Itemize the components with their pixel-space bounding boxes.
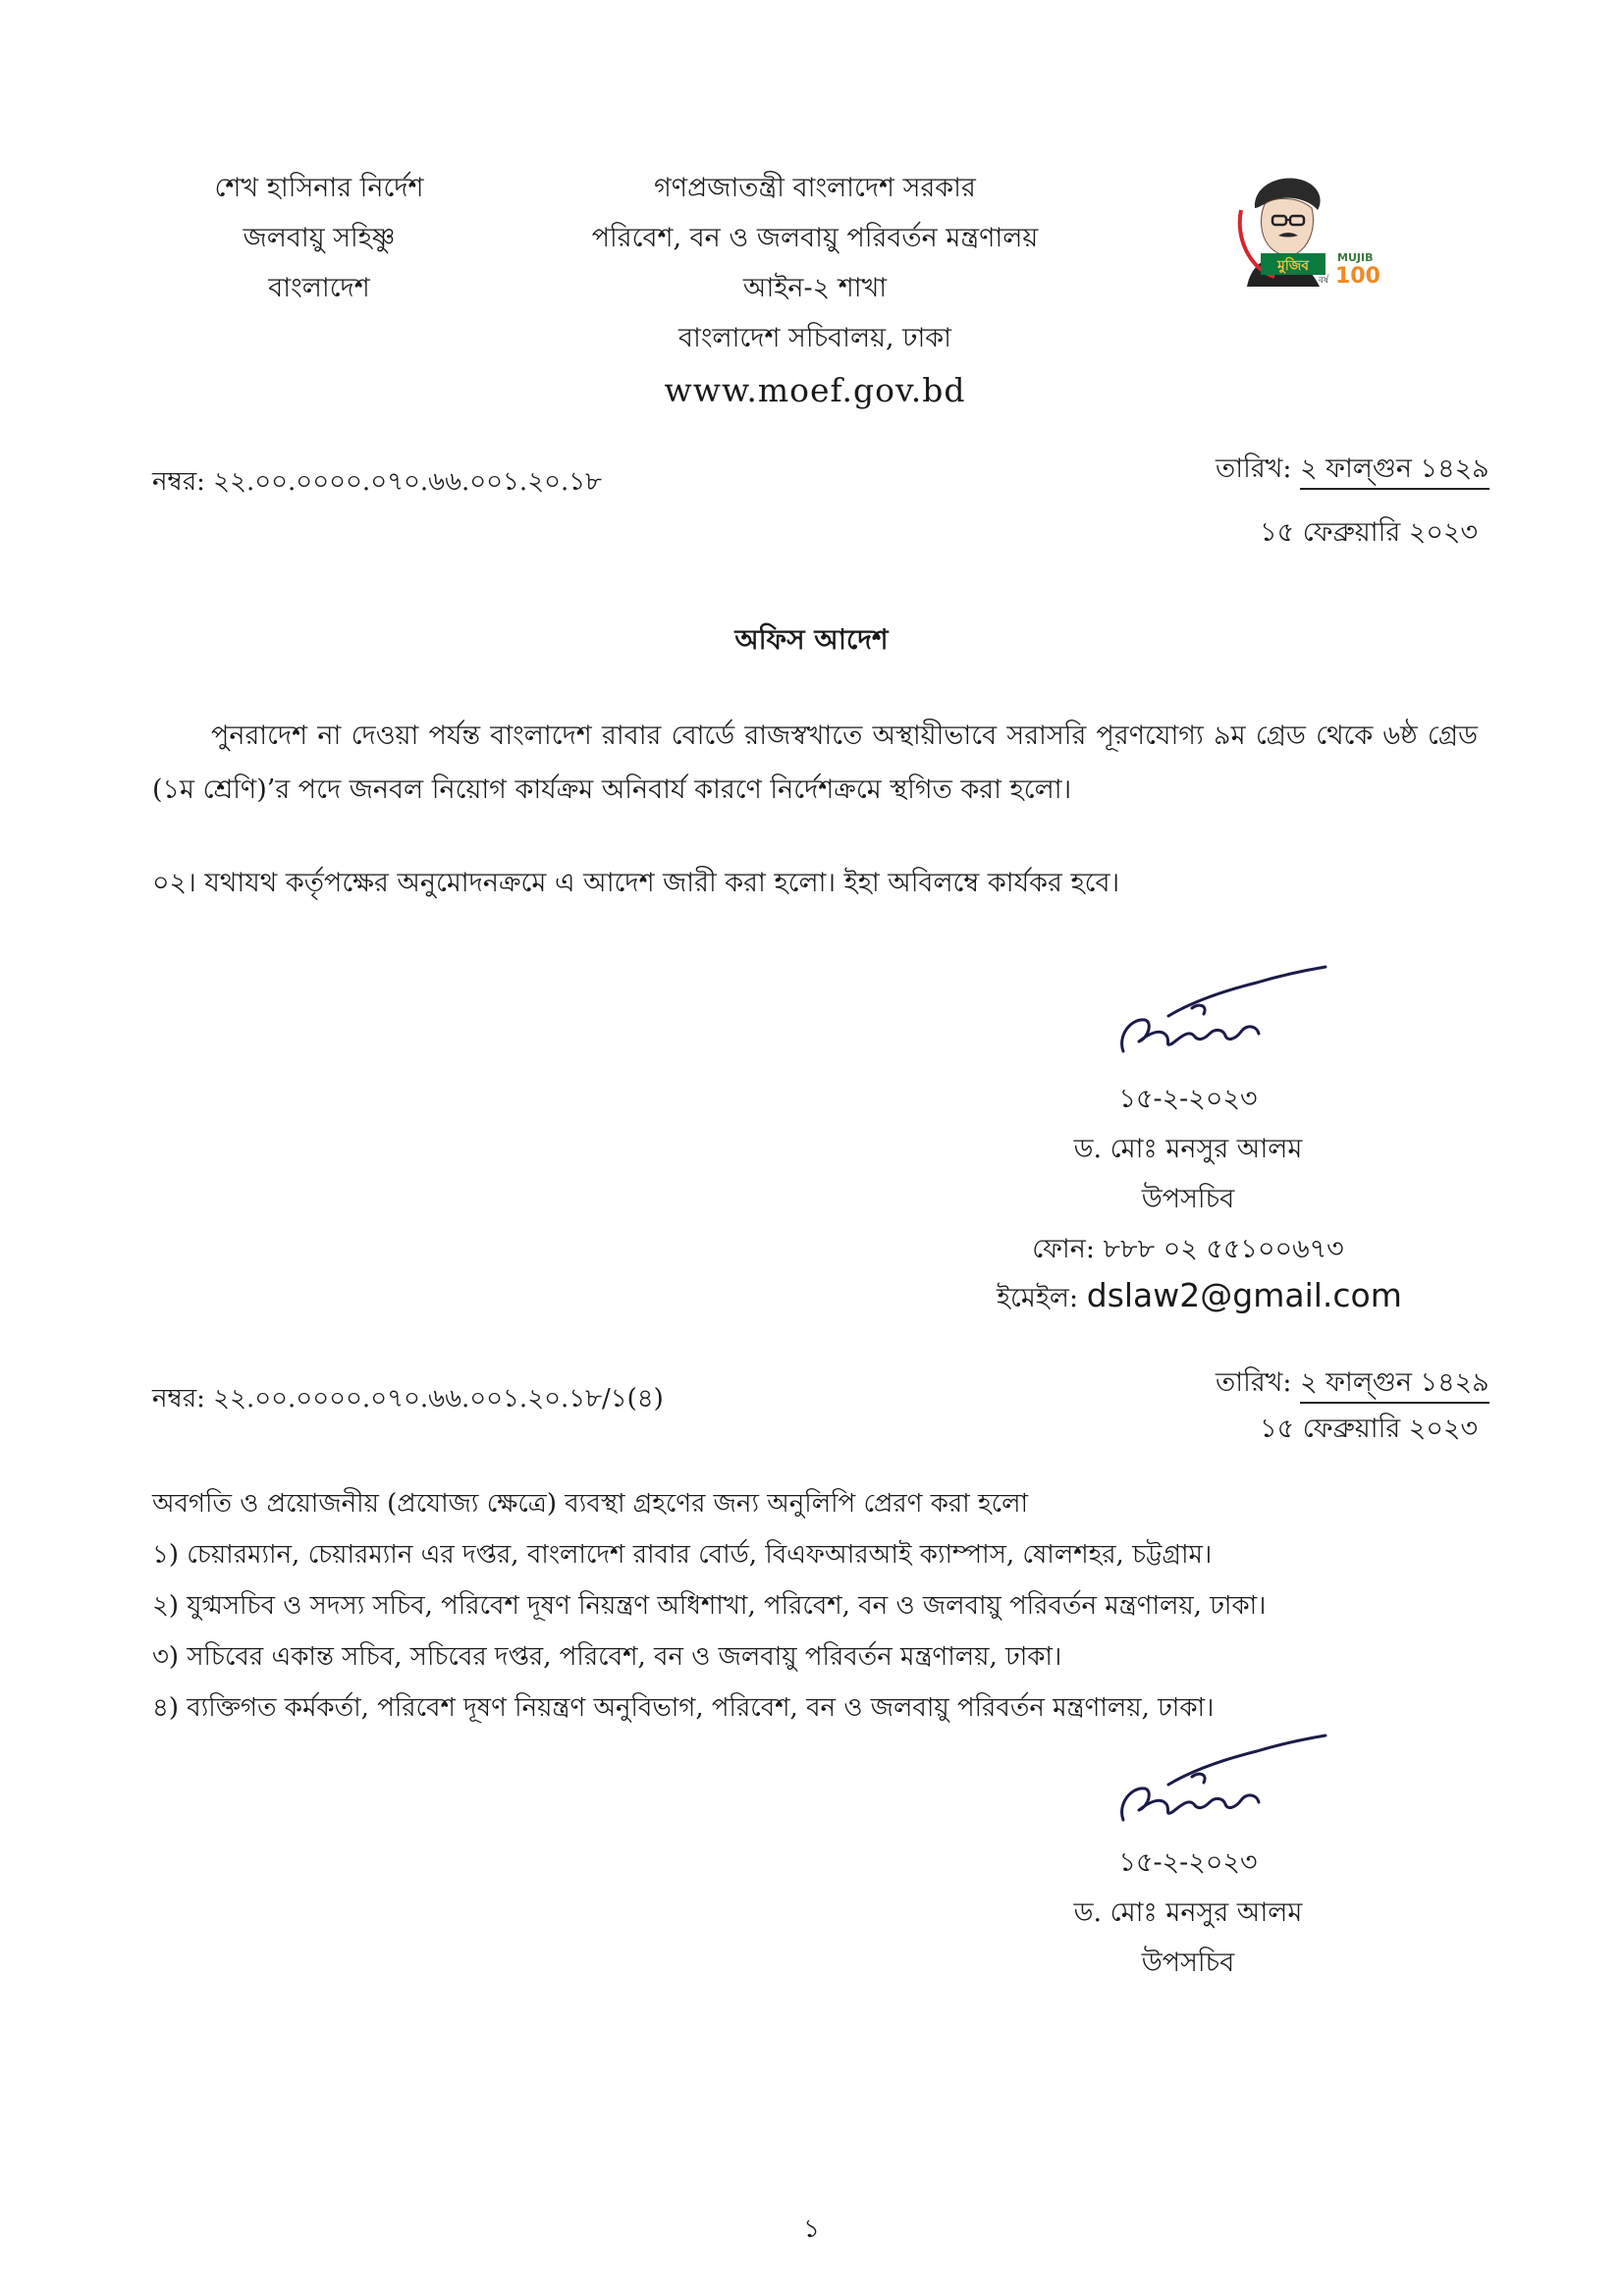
signatory-phone: ফোন: ৮৮৮ ০২ ৫৫১০০৬৭৩: [1032, 1234, 1344, 1264]
ministry-name: পরিবেশ, বন ও জলবায়ু পরিবর্তন মন্ত্রণালয়: [591, 223, 1039, 253]
email-address[interactable]: dslaw2@gmail.com: [1086, 1276, 1402, 1314]
memo-reference-number-copy: নম্বর: ২২.০০.০০০০.০৭০.৬৬.০০১.২০.১৮/১(৪): [152, 1384, 664, 1414]
signature-date: ১৫-২-২০২৩: [1118, 1084, 1258, 1114]
svg-text:MUJIB: MUJIB: [1337, 251, 1374, 264]
signatory-name: ড. মোঃ মনসুর আলম: [1073, 1897, 1303, 1928]
mujib-borsho-100-logo-icon: [1225, 171, 1404, 289]
section-name: আইন-২ শাখা: [742, 273, 888, 303]
page-number: ১: [803, 2215, 820, 2244]
website-link[interactable]: www.moef.gov.bd: [664, 371, 966, 409]
svg-text:100: 100: [1335, 264, 1380, 289]
cc-intro: অবগতি ও প্রয়োজনীয় (প্রযোজ্য ক্ষেত্রে) ব্যবস্থা গ্রহণের জন্য অনুলিপি প্রেরণ করা হলো: [152, 1489, 1029, 1519]
order-paragraph-2: ০২। যথাযথ কর্তৃপক্ষের অনুমোদনক্রমে এ আদেশ জারী করা হলো। ইহা অবিলম্বে কার্যকর হবে।: [152, 868, 1120, 898]
signatory-name: ড. মোঃ মনসুর আলম: [1073, 1134, 1303, 1164]
signatory-designation: উপসচিব: [1141, 1948, 1235, 1978]
slogan-line-1: শেখ হাসিনার নির্দেশ: [214, 173, 424, 203]
header-government-block: [511, 163, 1119, 418]
list-item: ২) যুগ্মসচিব ও সদস্য সচিব, পরিবেশ দূষণ নিয়ন্ত্রণ অধিশাখা, পরিবেশ, বন ও জলবায়ু পরিবর্তন মন্ত্রণালয়, ঢাকা।: [152, 1591, 1267, 1621]
memo-date-block-copy: [1216, 1367, 1489, 1404]
signature-image: [1109, 957, 1335, 1065]
email-label: ইমেইল:: [997, 1283, 1079, 1313]
list-item: ৪) ব্যক্তিগত কর্মকর্তা, পরিবেশ দূষণ নিয়ন্ত্রণ অনুবিভাগ, পরিবেশ, বন ও জলবায়ু পরিবর্তন মন্ত্রণালয়, ঢাকা।: [152, 1693, 1215, 1723]
list-item: ১) চেয়ারম্যান, চেয়ারম্যান এর দপ্তর, বাংলাদেশ রাবার বোর্ড, বিএফআরআই ক্যাম্পাস, ষোলশহর, চট্টগ্রাম।: [152, 1540, 1213, 1570]
slogan-line-2: জলবায়ু সহিষ্ণু: [243, 223, 396, 253]
signature-block-1: [982, 1074, 1394, 1274]
signatory-email-line: [997, 1276, 1402, 1315]
date-label: তারিখ:: [1216, 1367, 1292, 1398]
order-paragraph-1: পুনরাদেশ না দেওয়া পর্যন্ত বাংলাদেশ রাবার বোর্ডে রাজস্বখাতে অস্থায়ীভাবে সরাসরি পূরণযোগ্য ৯ম গ্রেড থেকে ৬ষ্ঠ গ্রেড (১ম শ্রেণি)’র পদে জনবল নিয়োগ কার্যক্রম অনিবার্য কারণে নির্দেশক্রমে স্থগিত করা হলো।: [152, 721, 1478, 805]
date-english: ১৫ ফেব্রুয়ারি ২০২৩: [1260, 517, 1478, 548]
svg-text:মুজিব: মুজিব: [1276, 258, 1310, 274]
date-bangla: ২ ফাল্গুন ১৪২৯: [1300, 454, 1489, 490]
memo-date-block: [1216, 454, 1489, 490]
signature-block-2: [982, 1838, 1394, 1988]
signatory-designation: উপসচিব: [1141, 1184, 1235, 1214]
handwritten-signature-icon: [1109, 1726, 1335, 1834]
document-title: অফিস আদেশ: [734, 623, 889, 656]
list-item: ৩) সচিবের একান্ত সচিব, সচিবের দপ্তর, পরিবেশ, বন ও জলবায়ু পরিবর্তন মন্ত্রণালয়, ঢাকা।: [152, 1642, 1062, 1672]
govt-name: গণপ্রজাতন্ত্রী বাংলাদেশ সরকার: [654, 173, 976, 203]
mujib-borsho-logo: [1225, 171, 1404, 289]
memo-reference-number: নম্বর: ২২.০০.০০০০.০৭০.৬৬.০০১.২০.১৮: [152, 467, 603, 497]
copy-distribution-list: [152, 1478, 1266, 1734]
signature-image-2: [1109, 1726, 1335, 1834]
date-english: ১৫ ফেব্রুয়ারি ২০২৩: [1260, 1414, 1478, 1444]
signature-date: ১৫-২-২০২৩: [1118, 1847, 1258, 1878]
secretariat-address: বাংলাদেশ সচিবালয়, ঢাকা: [677, 323, 952, 353]
svg-text:বর্ষ: বর্ষ: [1319, 276, 1328, 286]
date-label: তারিখ:: [1216, 454, 1292, 484]
slogan-line-3: বাংলাদেশ: [268, 273, 370, 303]
date-bangla: ২ ফাল্গুন ১৪২৯: [1300, 1367, 1489, 1404]
handwritten-signature-icon: [1109, 957, 1335, 1065]
header-slogan: [157, 163, 481, 313]
